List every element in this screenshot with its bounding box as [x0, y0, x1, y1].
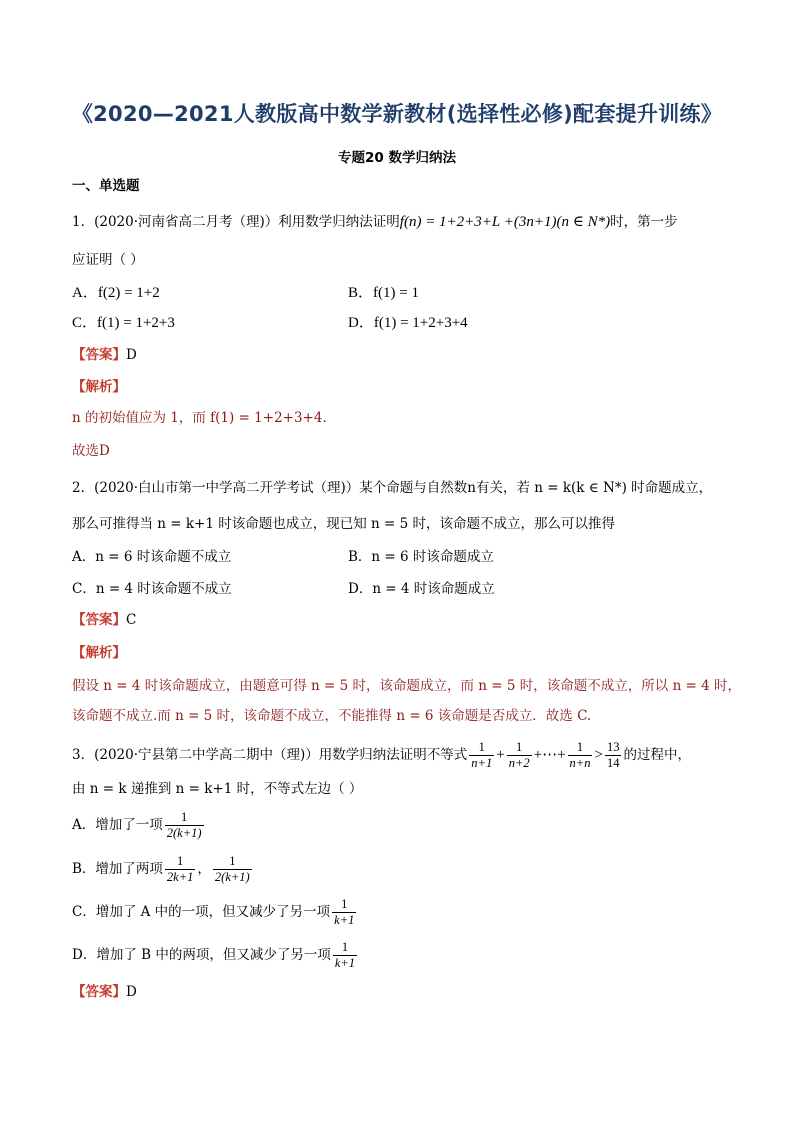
q2-analysis-line2: 该命题不成立.而 n = 5 时，该命题不成立，不能推得 n = 6 该命题是否成立．故选 C. [72, 708, 592, 724]
q3-option-b-sep: ， [197, 861, 211, 877]
q2-option-b: B．n = 6 时该命题成立 [348, 549, 494, 565]
q2-option-c: C．n = 4 时该命题不成立 [72, 581, 232, 597]
q3-fraction-2: $\frac{1}{n+2}$ [508, 740, 530, 770]
q3-option-d [72, 938, 359, 972]
q3-fraction-3: $\frac{1}{n+n}$ [569, 740, 591, 770]
q2-analysis-line1: 假设 n = 4 时该命题成立，由题意可得 n = 5 时，该命题成立，而 n = 5 时，该命题不成立，所以 n = 4 时， [72, 678, 742, 694]
q3-fraction-4: $\frac{13}{14}$ [606, 740, 620, 770]
q1-answer-label: 【答案】 [72, 347, 126, 363]
page-title: 《2020—2021人教版高中数学新教材(选择性必修)配套提升训练》 [71, 102, 723, 126]
q2-answer-label: 【答案】 [72, 612, 126, 628]
q2-answer-value: C [126, 612, 137, 628]
q2-option-a: A．n = 6 时该命题不成立 [72, 549, 232, 565]
q3-option-a-fraction: $\frac{1}{2(k+1)}$ [166, 810, 202, 840]
q3-option-c [72, 895, 358, 929]
q2-analysis-label: 【解析】 [72, 645, 126, 661]
q1-source: 1．(2020·河南省高二月考（理)）利用数学归纳法证明 [72, 214, 400, 230]
q1-answer-value: D [126, 347, 137, 363]
page-subtitle: 专题20 数学归纳法 [338, 150, 456, 166]
q3-option-c-text: C．增加了 A 中的一项，但又减少了另一项 [72, 904, 331, 920]
q1-analysis-label: 【解析】 [72, 379, 126, 395]
q1-answer [72, 345, 137, 365]
q2-option-d: D．n = 4 时该命题成立 [348, 581, 495, 597]
q1-conclusion: 故选D [72, 443, 110, 459]
q2-answer [72, 610, 136, 630]
q1-option-b: B．f(1) = 1 [348, 285, 419, 301]
q3-stem-line1 [72, 738, 691, 772]
q3-gt: > [594, 747, 603, 763]
q3-plus: + [496, 747, 505, 763]
q1-formula-a: f(n) = 1+2+3+L +(3n+1) [399, 214, 557, 230]
q3-option-b [72, 852, 254, 886]
q3-option-a-text: A．增加了一项 [72, 817, 163, 833]
q2-stem-line1: 2．(2020·白山市第一中学高二开学考试（理)）某个命题与自然数n有关，若 n = k(k ∈ N*) 时命题成立， [72, 480, 713, 496]
q3-source: 3．(2020·宁县第二中学高二期中（理)）用数学归纳法证明不等式 [72, 747, 468, 763]
q3-answer-value: D [126, 984, 137, 1000]
q3-option-b-text: B．增加了两项 [72, 861, 163, 877]
q3-option-d-fraction: $\frac{1}{k+1}$ [334, 940, 356, 970]
q3-option-b-fraction-2: $\frac{1}{2(k+1)}$ [214, 854, 250, 884]
q1-stem-line2: 应证明（ ） [72, 252, 144, 268]
q3-stem-line2: 由 n = k 递推到 n = k+1 时，不等式左边（ ） [72, 781, 363, 797]
q2-stem-line2: 那么可推得当 n = k+1 时该命题也成立，现已知 n = 5 时，该命题不成立，那么可以推得 [72, 516, 616, 532]
q3-fraction-1: $\frac{1}{n+1}$ [471, 740, 493, 770]
section-heading: 一、单选题 [72, 178, 140, 194]
q1-analysis-text: n 的初始值应为 1，而 f(1) = 1+2+3+4. [72, 410, 327, 426]
q1-option-a: A．f(2) = 1+2 [72, 285, 160, 301]
q1-tail: 时，第一步 [610, 214, 678, 230]
q3-answer [72, 982, 137, 1002]
q3-option-d-text: D．增加了 B 中的两项，但又减少了另一项 [72, 947, 331, 963]
q3-option-b-fraction-1: $\frac{1}{2k+1}$ [166, 854, 194, 884]
q1-formula-b: (n ∈ N*) [556, 214, 611, 230]
q1-option-c: C．f(1) = 1+2+3 [72, 315, 175, 331]
q1-stem-line1 [72, 212, 678, 232]
q3-option-a [72, 808, 206, 842]
q3-option-c-fraction: $\frac{1}{k+1}$ [334, 897, 355, 927]
q3-tail: 的过程中， [623, 747, 691, 763]
q3-dots: +⋯+ [533, 747, 566, 763]
q3-answer-label: 【答案】 [72, 984, 126, 1000]
q1-option-d: D．f(1) = 1+2+3+4 [348, 315, 468, 331]
